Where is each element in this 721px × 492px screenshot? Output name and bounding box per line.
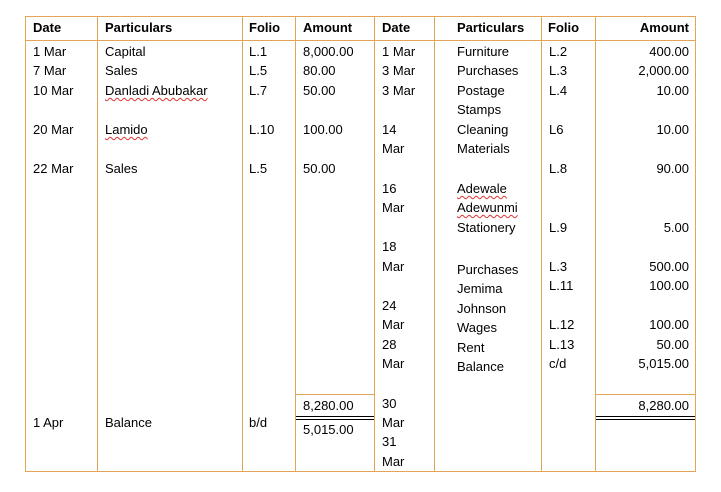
credit-amount: 500.00 <box>649 259 689 274</box>
credit-particulars: Stationery <box>457 220 516 235</box>
credit-date: Mar <box>382 317 405 332</box>
debit-total-top-rule <box>296 394 374 395</box>
credit-date: 1 Mar <box>382 44 416 59</box>
debit-total-amount: 8,280.00 <box>303 398 354 413</box>
credit-date: 3 Mar <box>382 63 416 78</box>
credit-folio: L.2 <box>549 44 568 59</box>
debit-particulars: Sales <box>105 63 138 78</box>
credit-amount: 10.00 <box>656 122 689 137</box>
debit-folio: L.7 <box>249 83 268 98</box>
credit-date: Mar <box>382 200 405 215</box>
debit-date: 22 Mar <box>33 161 74 176</box>
balance-bd-date: 1 Apr <box>33 415 64 430</box>
credit-particulars: Rent <box>457 340 485 355</box>
credit-particulars: Adewale <box>457 181 507 196</box>
credit-amount: 10.00 <box>656 83 689 98</box>
credit-date: 30 <box>382 396 397 411</box>
header-date-credit: Date <box>382 20 411 35</box>
credit-date: Mar <box>382 415 405 430</box>
credit-date: Mar <box>382 141 405 156</box>
debit-date: 10 Mar <box>33 83 74 98</box>
col-border-right <box>695 16 696 472</box>
col-border-mid <box>374 16 375 472</box>
debit-amount: 8,000.00 <box>303 44 354 59</box>
header-particulars-credit: Particulars <box>457 20 525 35</box>
credit-date: Mar <box>382 356 405 371</box>
credit-particulars: Postage <box>457 83 505 98</box>
debit-total-double-rule <box>296 416 374 417</box>
credit-folio: L.3 <box>549 63 568 78</box>
header-folio-credit: Folio <box>548 20 580 35</box>
credit-amount: 100.00 <box>649 278 689 293</box>
credit-particulars: Balance <box>457 359 504 374</box>
credit-date: 3 Mar <box>382 83 416 98</box>
col-border <box>295 16 296 472</box>
col-border <box>97 16 98 472</box>
credit-date: Mar <box>382 454 405 469</box>
credit-particulars: Stamps <box>457 102 502 117</box>
credit-particulars: Jemima <box>457 281 503 296</box>
credit-date: 18 <box>382 239 397 254</box>
col-border <box>242 16 243 472</box>
debit-date: 7 Mar <box>33 63 67 78</box>
debit-folio: L.5 <box>249 161 268 176</box>
credit-date: 24 <box>382 298 397 313</box>
credit-amount: 5,015.00 <box>638 356 689 371</box>
header-particulars-debit: Particulars <box>105 20 173 35</box>
credit-date: 16 <box>382 181 397 196</box>
credit-folio: L.4 <box>549 83 568 98</box>
debit-amount: 50.00 <box>303 161 336 176</box>
credit-date: 31 <box>382 434 397 449</box>
col-border <box>541 16 542 472</box>
credit-amount: 50.00 <box>656 337 689 352</box>
credit-amount: 100.00 <box>649 317 689 332</box>
credit-particulars: Adewunmi <box>457 200 518 215</box>
credit-amount: 90.00 <box>656 161 689 176</box>
credit-amount: 2,000.00 <box>638 63 689 78</box>
credit-amount: 5.00 <box>663 220 689 235</box>
credit-particulars: Furniture <box>457 44 510 59</box>
debit-folio: L.1 <box>249 44 268 59</box>
col-border-left <box>25 16 26 472</box>
credit-amount: 400.00 <box>649 44 689 59</box>
credit-particulars: Purchases <box>457 262 519 277</box>
debit-particulars: Sales <box>105 161 138 176</box>
header-amount-debit: Amount <box>303 20 353 35</box>
credit-folio: L.11 <box>549 278 574 293</box>
debit-amount: 50.00 <box>303 83 336 98</box>
credit-folio: c/d <box>549 356 567 371</box>
header-date-debit: Date <box>33 20 62 35</box>
credit-total-double-rule <box>596 416 695 417</box>
debit-amount: 100.00 <box>303 122 343 137</box>
credit-folio: L.12 <box>549 317 575 332</box>
debit-particulars: Lamido <box>105 122 148 137</box>
col-border <box>434 16 435 472</box>
header-amount-credit: Amount <box>639 20 689 35</box>
credit-folio: L6 <box>549 122 564 137</box>
credit-total-top-rule <box>596 394 695 395</box>
header-folio-debit: Folio <box>249 20 281 35</box>
credit-folio: L.9 <box>549 220 568 235</box>
debit-folio: L.10 <box>249 122 275 137</box>
debit-particulars: Capital <box>105 44 146 59</box>
debit-amount: 80.00 <box>303 63 336 78</box>
credit-particulars: Wages <box>457 320 497 335</box>
balance-bd-amount: 5,015.00 <box>303 422 354 437</box>
debit-date: 1 Mar <box>33 44 67 59</box>
debit-date: 20 Mar <box>33 122 74 137</box>
credit-particulars: Materials <box>457 141 510 156</box>
balance-bd-folio: b/d <box>249 415 268 430</box>
credit-folio: L.3 <box>549 259 568 274</box>
credit-date: 14 <box>382 122 397 137</box>
debit-particulars: Danladi Abubakar <box>105 83 208 98</box>
credit-date: Mar <box>382 259 405 274</box>
credit-total-amount: 8,280.00 <box>638 398 689 413</box>
credit-date: 28 <box>382 337 397 352</box>
credit-particulars: Purchases <box>457 63 519 78</box>
credit-folio: L.13 <box>549 337 575 352</box>
credit-particulars: Cleaning <box>457 122 509 137</box>
credit-particulars: Johnson <box>457 301 507 316</box>
credit-folio: L.8 <box>549 161 568 176</box>
balance-bd-particulars: Balance <box>105 415 152 430</box>
debit-folio: L.5 <box>249 63 268 78</box>
credit-total-double-rule <box>596 419 695 420</box>
